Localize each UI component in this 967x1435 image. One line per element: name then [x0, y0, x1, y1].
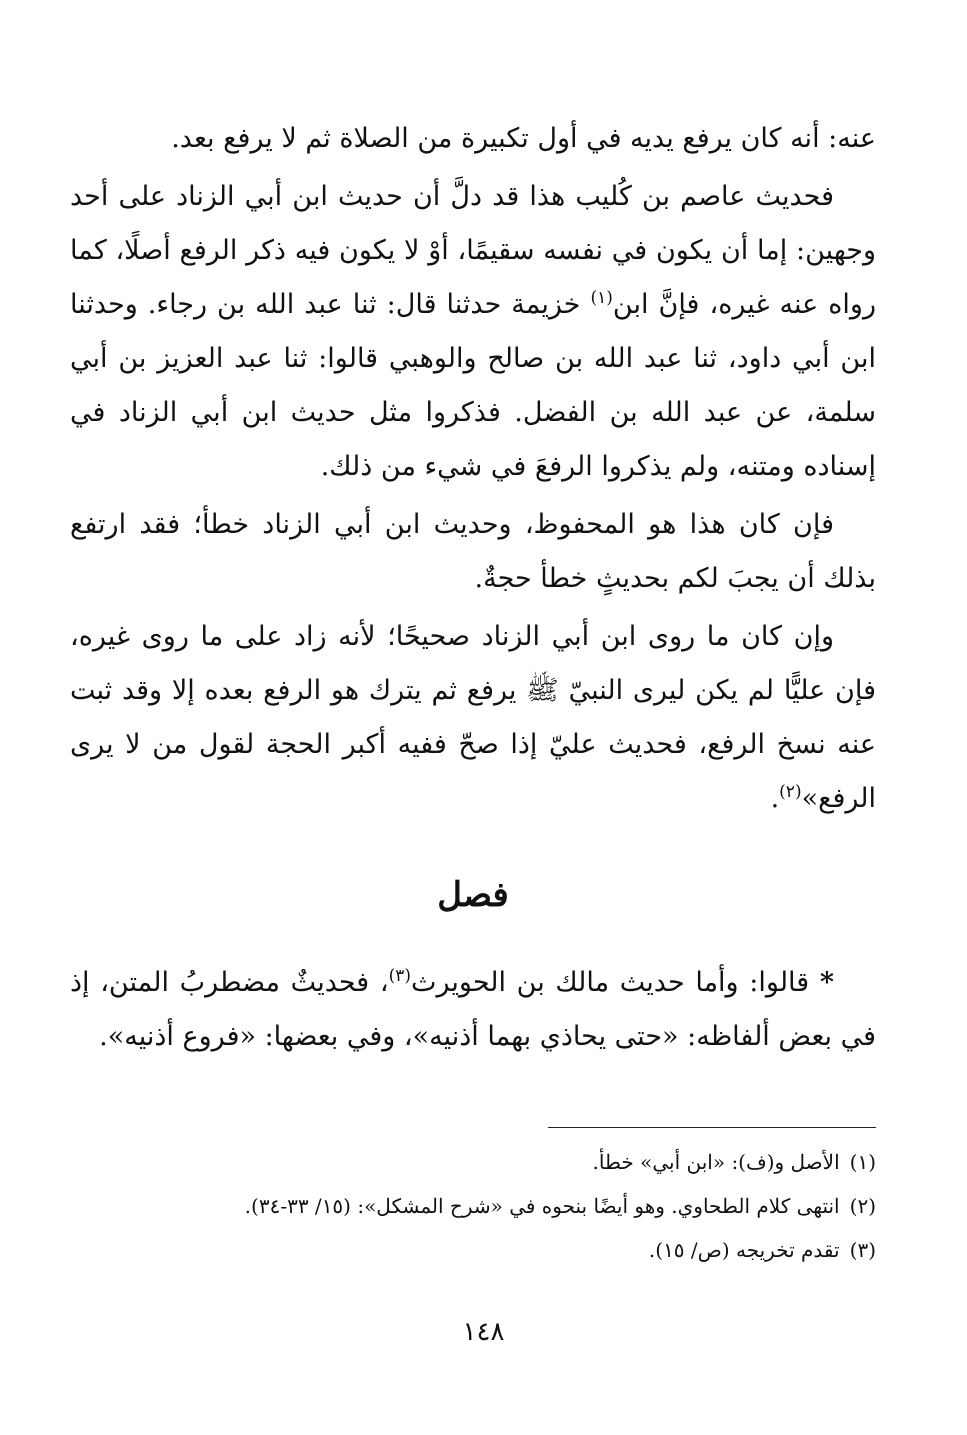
paragraph-4-text-b: .	[770, 783, 780, 814]
footnote-item-1	[90, 1140, 876, 1184]
paragraph-1: عنه: أنه كان يرفع يديه في أول تكبيرة من الصلاة ثم لا يرفع بعد.	[171, 123, 876, 154]
footnote-number: (١)	[849, 1150, 876, 1174]
footnote-text: انتهى كلام الطحاوي. وهو أيضًا بنحوه في «شرح المشكل»: (١٥/ ٣٣-٣٤).	[244, 1194, 840, 1218]
paragraph-5-text-a: قالوا: وأما حديث مالك بن الحويرث	[411, 967, 820, 998]
paragraph-2-text-a: فحديث عاصم بن كُليب هذا قد دلَّ أن حديث ابن أبي الزناد على أحد وجهين: إما أن يكون في نفسه سقيمًا، أوْ لا يكون فيه ذكر الرفع أصلًا، كما رواه عنه غيره، فإنَّ ابن	[70, 181, 877, 320]
footnote-item-3	[90, 1228, 876, 1272]
footnote-text: الأصل و(ف): «ابن أبي» خطأ.	[592, 1150, 840, 1174]
footnote-text: تقدم تخريجه (ص/ ١٥).	[648, 1238, 840, 1262]
paragraph-2-text-b: خزيمة حدثنا قال: ثنا عبد الله بن رجاء. وحدثنا ابن أبي داود، ثنا عبد الله بن صالح والوهبي قالوا: ثنا عبد العزيز بن أبي سلمة، عن عبد الله بن الفضل. فذكروا مثل حديث ابن أبي الزناد في إسناده ومتنه، ولم يذكروا الرفعَ في شيء من ذلك.	[70, 289, 876, 482]
footnote-ref-3[interactable]: (٣)	[388, 966, 412, 986]
main-text	[70, 112, 876, 1064]
footnote-number: (٢)	[849, 1194, 876, 1218]
paragraph-3: فإن كان هذا هو المحفوظ، وحديث ابن أبي الزناد خطأ؛ فقد ارتفع بذلك أن يجبَ لكم بحديثٍ خطأ حجةٌ.	[70, 509, 876, 594]
footnote-item-2	[90, 1184, 876, 1228]
footnote-ref-1[interactable]: (١)	[590, 288, 613, 308]
paragraph-4	[70, 610, 876, 826]
footnotes	[90, 1140, 876, 1272]
star-marker: *	[819, 967, 834, 998]
footnote-divider	[548, 1127, 876, 1128]
footnote-number: (٣)	[849, 1238, 876, 1262]
section-heading: فصل	[437, 875, 509, 915]
paragraph-5	[70, 956, 876, 1064]
paragraph-4-text-a: وإن كان ما روى ابن أبي الزناد صحيحًا؛ لأنه زاد على ما روى غيره، فإن عليًّا لم يكن ليرى النبيّ ﷺ يرفع ثم يترك هو الرفع بعده إلا وقد ثبت عنه نسخ الرفع، فحديث عليّ إذا صحّ ففيه أكبر الحجة لقول من لا يرى الرفع»	[70, 621, 876, 814]
page-number: ١٤٨	[462, 1317, 505, 1347]
paragraph-5-text-b: ، فحديثٌ مضطربُ المتن، إذ في بعض ألفاظه: «حتى يحاذي بهما أذنيه»، وفي بعضها: «فروع أذنيه».	[70, 967, 876, 1052]
footnote-ref-2[interactable]: (٢)	[779, 782, 802, 802]
paragraph-2	[70, 170, 876, 494]
